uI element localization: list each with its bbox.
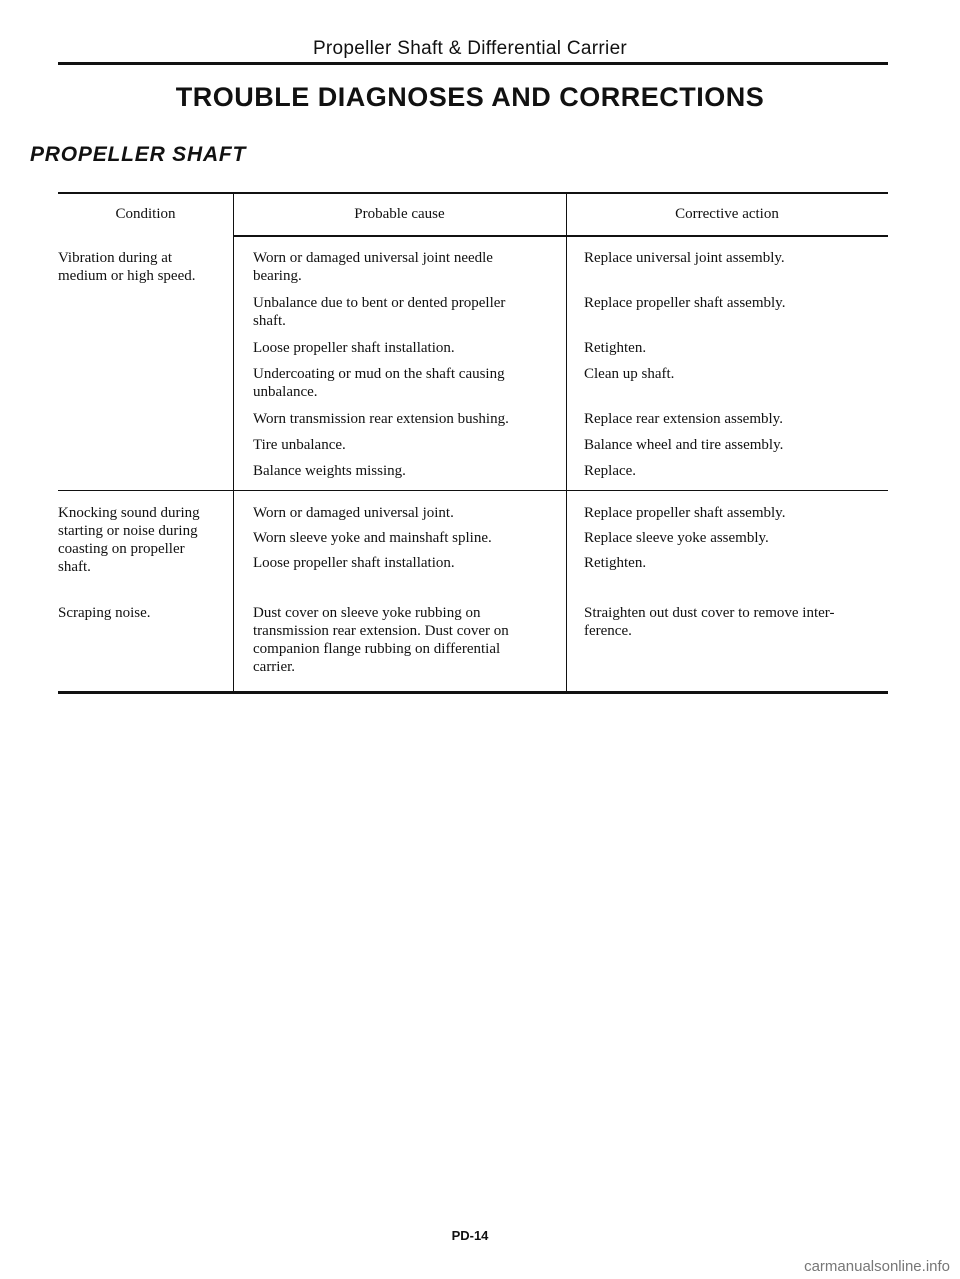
cause-line: bearing. (253, 268, 302, 284)
cause-line: Dust cover on sleeve yoke rubbing on (253, 605, 481, 621)
action-cell: Retighten. (584, 340, 647, 356)
cause-line: companion flange rubbing on differential (253, 641, 501, 657)
header-rule (233, 235, 888, 237)
running-head: Propeller Shaft & Differential Carrier (312, 38, 628, 59)
page-title: TROUBLE DIAGNOSES AND CORRECTIONS (175, 82, 765, 112)
action-cell: Replace propeller shaft assembly. (584, 295, 786, 311)
cause-line: unbalance. (253, 384, 318, 400)
cause-cell (253, 554, 455, 572)
cause-cell (253, 339, 455, 357)
condition-line: shaft. (58, 559, 91, 575)
cause-cell (253, 436, 346, 454)
cause-line: Worn or damaged universal joint needle (253, 250, 493, 266)
cause-cell (253, 365, 505, 401)
cause-line: Worn transmission rear extension bushing. (253, 411, 509, 427)
cause-cell (253, 410, 509, 428)
header-rule (58, 62, 888, 65)
cause-line: carrier. (253, 659, 296, 675)
cause-line: Balance weights missing. (253, 463, 406, 479)
condition-line: starting or noise during (58, 523, 198, 539)
cause-line: transmission rear extension. Dust cover on (253, 623, 509, 639)
action-cell: Replace rear extension assembly. (584, 411, 783, 427)
action-line: ference. (584, 623, 632, 639)
cause-cell (253, 294, 505, 330)
cause-line: shaft. (253, 313, 286, 329)
condition-line: medium or high speed. (58, 268, 196, 284)
condition-line: Scraping noise. (58, 605, 151, 621)
action-line: Straighten out dust cover to remove inter- (584, 605, 835, 621)
cause-line: Undercoating or mud on the shaft causing (253, 366, 505, 382)
action-cell: Clean up shaft. (584, 366, 675, 382)
action-cell: Replace universal joint assembly. (584, 250, 785, 266)
condition-cell (58, 504, 200, 576)
condition-line: Vibration during at (58, 250, 173, 266)
group-divider (58, 490, 888, 491)
condition-cell (58, 249, 195, 285)
cause-line: Loose propeller shaft installation. (253, 340, 455, 356)
section-title: PROPELLER SHAFT (30, 143, 247, 166)
action-cell: Replace sleeve yoke assembly. (584, 530, 769, 546)
column-header-action: Corrective action (675, 206, 779, 222)
cause-cell (253, 529, 492, 547)
column-divider (233, 194, 234, 691)
cause-line: Worn sleeve yoke and mainshaft spline. (253, 530, 492, 546)
cause-line: Tire unbalance. (253, 437, 346, 453)
column-divider (566, 194, 567, 691)
condition-line: coasting on propeller (58, 541, 185, 557)
action-cell: Replace propeller shaft assembly. (584, 505, 786, 521)
cause-cell (253, 604, 509, 676)
cause-line: Loose propeller shaft installation. (253, 555, 455, 571)
cause-cell (253, 504, 454, 522)
page-number: PD-14 (451, 1228, 489, 1243)
action-cell: Replace. (584, 463, 637, 479)
cause-cell (253, 249, 493, 285)
condition-cell (58, 604, 150, 622)
condition-line: Knocking sound during (58, 505, 200, 521)
cause-line: Worn or damaged universal joint. (253, 505, 454, 521)
action-cell: Retighten. (584, 555, 647, 571)
action-cell: Balance wheel and tire assembly. (584, 437, 784, 453)
cause-cell (253, 462, 406, 480)
column-header-cause: Probable cause (354, 206, 445, 222)
watermark: carmanualsonline.info (804, 1258, 950, 1275)
action-cell (584, 604, 834, 640)
trouble-table (58, 192, 888, 694)
column-header-condition: Condition (115, 206, 176, 222)
cause-line: Unbalance due to bent or dented propeller (253, 295, 506, 311)
